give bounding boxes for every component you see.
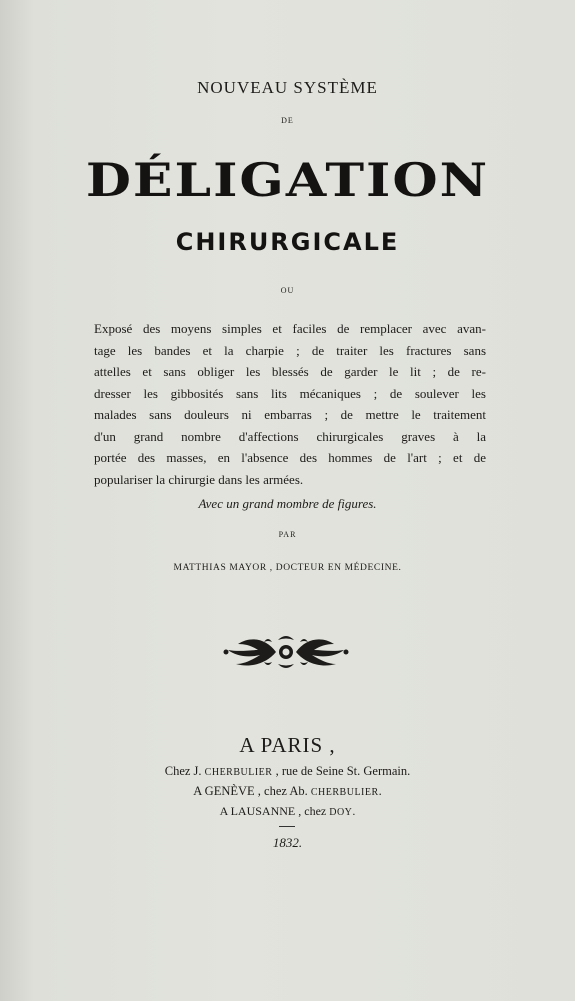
description-line: portée des masses, en l'absence des hommes de l'art ; et de xyxy=(94,450,486,465)
imprint-paris-publisher: CHERBULIER xyxy=(204,767,273,778)
description-line: tage les bandes et la charpie ; de traiter les fractures sans xyxy=(94,342,486,358)
imprint-city-paris: A PARIS , xyxy=(239,733,336,757)
description-paragraph xyxy=(94,318,486,490)
imprint-paris-address: , rue de Seine St. Germain. xyxy=(272,764,411,778)
imprint-year: 1832. xyxy=(272,835,303,850)
title-de: DE xyxy=(281,116,294,125)
description-line: populariser la chirurgie dans les armées. xyxy=(94,471,304,487)
imprint-lausanne-publisher: DOY xyxy=(329,807,353,818)
title-ou: OU xyxy=(280,286,295,295)
title-deligation: DÉLIGATION xyxy=(85,153,490,208)
imprint-paris-prefix: Chez J. xyxy=(164,764,205,778)
floral-palmette-ornament-icon xyxy=(220,630,352,674)
description-line: attelles et sans obliger les blessés de garder le lit ; de re- xyxy=(94,364,486,379)
imprint-geneve-line xyxy=(0,784,575,799)
figures-note: Avec un grand mombre de figures. xyxy=(198,496,377,511)
description-line: dresser les gibbosités sans lits mécaniques ; de soulever les xyxy=(94,385,486,401)
description-line: d'un grand nombre d'affections chirurgicales graves à la xyxy=(94,428,486,444)
imprint-divider xyxy=(279,826,295,827)
imprint-lausanne-suffix: . xyxy=(352,804,356,818)
title-line-nouveau-systeme: NOUVEAU SYSTÈME xyxy=(197,78,378,97)
author-line: MATTHIAS MAYOR , DOCTEUR EN MÉDECINE. xyxy=(173,563,402,573)
imprint-lausanne-prefix: A LAUSANNE , chez xyxy=(219,804,330,818)
imprint-geneve-suffix: . xyxy=(378,784,382,798)
imprint-paris-publisher-line xyxy=(0,764,575,779)
imprint-geneve-publisher: CHERBULIER xyxy=(310,787,379,798)
imprint-geneve-prefix: A GENÈVE , chez Ab. xyxy=(193,784,311,798)
par-label: PAR xyxy=(278,530,297,539)
title-chirurgicale: CHIRURGICALE xyxy=(175,228,400,256)
description-line: Exposé des moyens simples et faciles de remplacer avec avan- xyxy=(94,321,486,336)
imprint-lausanne-line xyxy=(0,804,575,819)
description-line: malades sans douleurs ni embarras ; de mettre le traitement xyxy=(94,407,486,422)
